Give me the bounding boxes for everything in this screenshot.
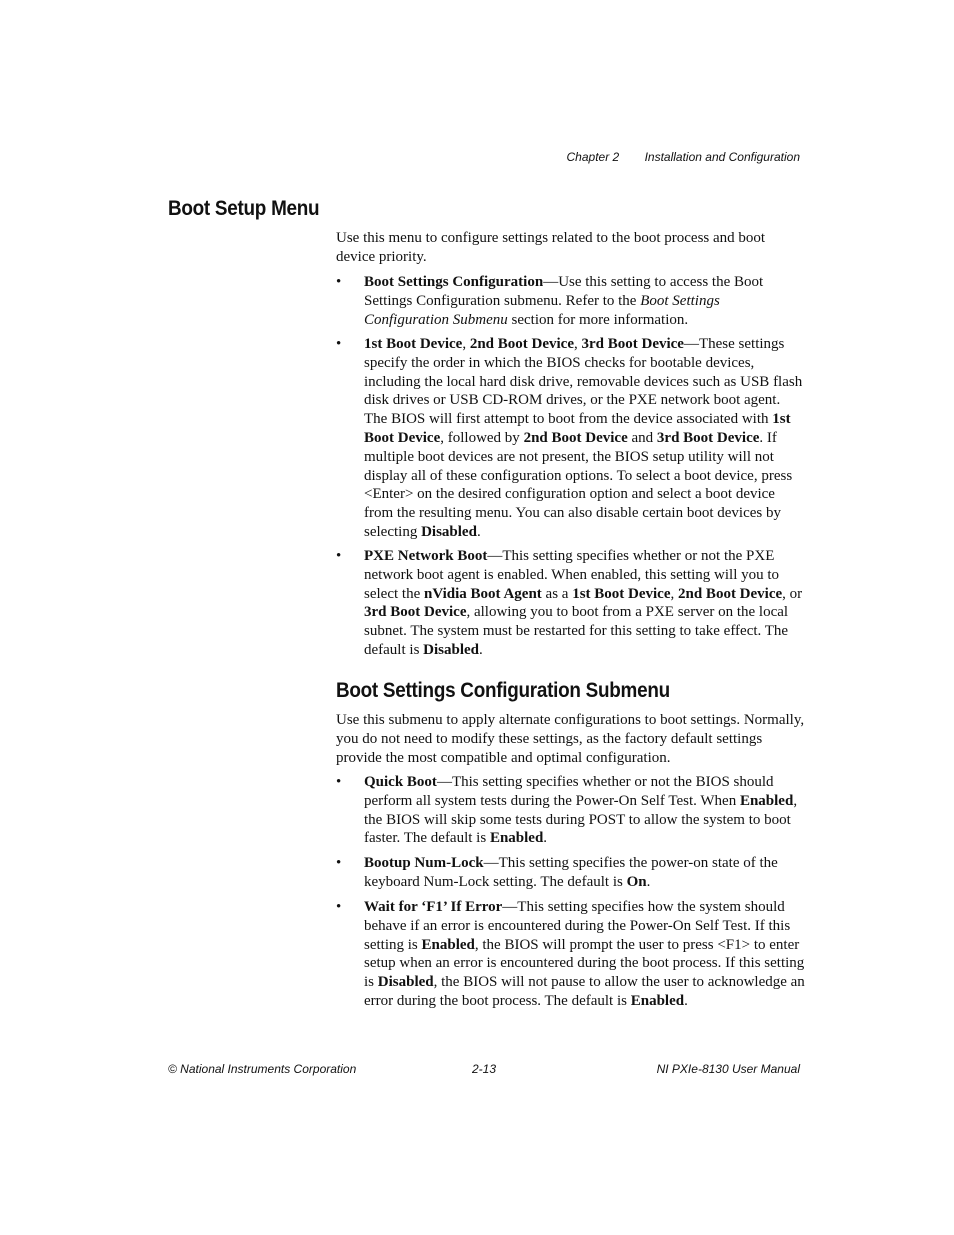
section-label: Installation and Configuration — [644, 150, 800, 164]
bullet-marker: • — [336, 336, 342, 352]
bullet-marker: • — [336, 274, 342, 290]
boot-settings-heading: Boot Settings Configuration Submenu — [336, 679, 670, 702]
list-item-text: Quick Boot—This setting specifies whether or not the BIOS should perform all system tests during the Power-On Self Test. When Enabled, the BIOS will skip some tests during POST to allow the system to boot faster. The default is Enabled. — [364, 774, 798, 847]
footer-manual-title: NI PXIe-8130 User Manual — [656, 1062, 800, 1076]
list-item-text: Wait for ‘F1’ If Error—This setting specifies how the system should behave if an error is encountered during the Power-On Self Test. If this setting is Enabled, the BIOS will prompt the user to press <F1> to enter setup when an error is encountered during the boot process. If this setting is Disabled, the BIOS will not pause to allow the user to acknowledge an error during the boot process. The default is Enabled. — [364, 899, 805, 1009]
boot-setup-heading: Boot Setup Menu — [168, 197, 320, 220]
boot-settings-intro: Use this submenu to apply alternate configurations to boot settings. Normally, you do not need to modify these settings, as the factory default settings provide the most compatible and optimal configuration. — [336, 712, 805, 766]
footer-page-number: 2-13 — [472, 1062, 497, 1076]
bullet-marker: • — [336, 855, 342, 871]
bullet-marker: • — [336, 899, 342, 915]
cross-reference-link[interactable]: Boot Settings Configuration Submenu — [364, 292, 720, 328]
bullet-marker: • — [336, 774, 342, 790]
list-item-text: Bootup Num-Lock—This setting specifies the power-on state of the keyboard Num-Lock setting. The default is On. — [364, 855, 778, 890]
list-item-text: PXE Network Boot—This setting specifies whether or not the PXE network boot agent is enabled. When enabled, this setting will you to select the nVidia Boot Agent as a 1st Boot Device, 2nd Boot Device, or 3rd Boot Device, allowing you to boot from a PXE server on the local subnet. The system must be restarted for this setting to take effect. The default is Disabled. — [364, 548, 803, 658]
bullet-marker: • — [336, 548, 342, 564]
chapter-label: Chapter 2 — [566, 150, 620, 164]
boot-setup-intro: Use this menu to configure settings related to the boot process and boot device priority. — [336, 230, 766, 265]
footer-copyright: © National Instruments Corporation — [168, 1062, 357, 1076]
list-item-text: Boot Settings Configuration—Use this setting to access the Boot Settings Configuration submenu. Refer to the Boot Settings Configuration Submenu section for more information. — [364, 274, 764, 328]
running-header — [0, 150, 800, 164]
list-item-text: 1st Boot Device, 2nd Boot Device, 3rd Boot Device—These settings specify the order in which the BIOS checks for bootable devices, including the local hard disk drive, removable devices such as USB flash disk drives or USB CD-ROM drives, or the PXE network boot agent. The BIOS will first attempt to boot from the device associated with 1st Boot Device, followed by 2nd Boot Device and 3rd Boot Device. If multiple boot devices are not present, the BIOS setup utility will not display all of these configuration options. To select a boot device, press <Enter> on the desired configuration option and select a boot device from the resulting menu. You can also disable certain boot devices by selecting Disabled. — [364, 336, 803, 540]
